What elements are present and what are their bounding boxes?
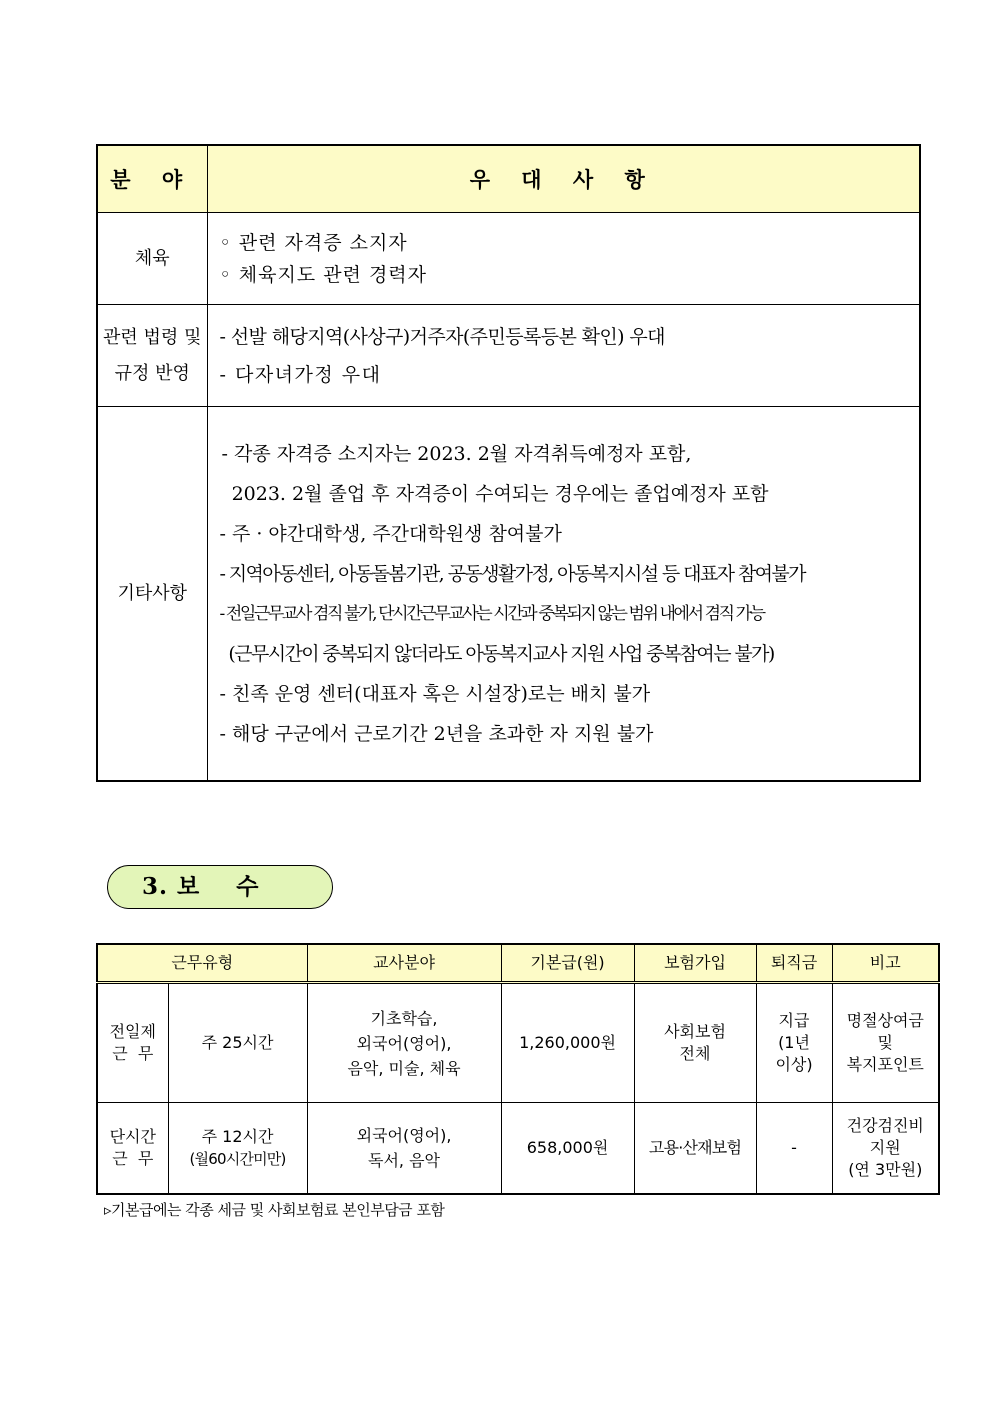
row-category-law xyxy=(97,305,207,407)
detail-line: - 각종 자격증 소지자는 2023. 2월 자격취득예정자 포함, xyxy=(221,442,692,465)
detail-line: - 전일근무교사 겸직 불가, 단시간근무교사는 시간과 중복되지 않는 범위 내에서 겸직 가능 xyxy=(219,603,764,624)
detail-line: - 다자녀가정 우대 xyxy=(219,363,382,386)
work-hours xyxy=(168,1103,307,1195)
work-type xyxy=(97,983,168,1103)
detail-line: - 친족 운영 센터(대표자 혹은 시설장)로는 배치 불가 xyxy=(219,682,651,705)
salary-table xyxy=(96,943,940,1195)
detail-line: - 선발 해당지역(사상구)거주자(주민등록등본 확인) 우대 xyxy=(219,325,665,348)
severance: - xyxy=(756,1103,832,1195)
cell-line: 기초학습, xyxy=(370,1008,438,1028)
work-hours: 주 25시간 xyxy=(168,983,307,1103)
header-insurance: 보험가입 xyxy=(634,944,756,983)
cell-line: 지급 xyxy=(778,1011,810,1030)
work-type xyxy=(97,1103,168,1195)
remarks xyxy=(832,1103,939,1195)
cell-line: 사회보험 xyxy=(664,1022,726,1041)
cell-line: 근 무 xyxy=(112,1044,154,1063)
cell-line: 음악, 미술, 체육 xyxy=(347,1058,461,1078)
teacher-field xyxy=(307,1103,501,1195)
cell-line: 근 무 xyxy=(112,1149,154,1168)
header-severance: 퇴직금 xyxy=(756,944,832,983)
section-title: 3. 보 수 xyxy=(107,865,333,909)
header-note: 비고 xyxy=(832,944,939,983)
row-details-sports xyxy=(207,213,920,305)
footnote: ▹기본급에는 각종 세금 및 사회보험료 본인부담금 포함 xyxy=(104,1201,445,1219)
cell-line: 및 xyxy=(877,1033,893,1052)
cell-line: 단시간 xyxy=(109,1127,156,1146)
cell-line: 외국어(영어), xyxy=(356,1126,452,1145)
cell-line: 전일제 xyxy=(109,1022,156,1041)
row-details-other xyxy=(207,407,920,782)
cell-line: 외국어(영어), xyxy=(356,1033,452,1053)
table-row xyxy=(97,983,939,1103)
detail-line: ◦ 체육지도 관련 경력자 xyxy=(219,263,428,286)
row-category-sports: 체육 xyxy=(97,213,207,305)
severance xyxy=(756,983,832,1103)
preference-table xyxy=(96,144,921,782)
cell-line: 이상) xyxy=(775,1055,813,1074)
cell-line: 복지포인트 xyxy=(846,1055,924,1074)
detail-line: ◦ 관련 자격증 소지자 xyxy=(219,231,408,254)
insurance xyxy=(634,983,756,1103)
cell-line: 독서, 음악 xyxy=(368,1151,441,1170)
category-line: 규정 반영 xyxy=(114,362,190,384)
header-field: 교사분야 xyxy=(307,944,501,983)
base-salary: 658,000원 xyxy=(501,1103,634,1195)
detail-line: - 지역아동센터, 아동돌봄기관, 공동생활가정, 아동복지시설 등 대표자 참여불가 xyxy=(219,562,805,585)
table-row xyxy=(97,1103,939,1195)
detail-line: (근무시간이 중복되지 않더라도 아동복지교사 지원 사업 중복참여는 불가) xyxy=(219,642,774,665)
cell-line: 건강검진비 xyxy=(846,1116,924,1135)
cell-line: 전체 xyxy=(679,1044,711,1063)
row-details-law xyxy=(207,305,920,407)
detail-line: 2023. 2월 졸업 후 자격증이 수여되는 경우에는 졸업예정자 포함 xyxy=(219,482,769,505)
insurance: 고용·산재보험 xyxy=(634,1103,756,1195)
cell-line: 명절상여금 xyxy=(846,1011,924,1030)
detail-line: - 해당 구군에서 근로기간 2년을 초과한 자 지원 불가 xyxy=(219,722,654,745)
detail-line: - 주 · 야간대학생, 주간대학원생 참여불가 xyxy=(219,522,562,545)
cell-line: 주 12시간 xyxy=(201,1127,274,1146)
category-line: 관련 법령 및 xyxy=(103,326,202,348)
base-salary: 1,260,000원 xyxy=(501,983,634,1103)
header-details: 우 대 사 항 xyxy=(207,145,920,213)
row-category-other: 기타사항 xyxy=(97,407,207,782)
remarks xyxy=(832,983,939,1103)
header-work-type: 근무유형 xyxy=(97,944,307,983)
header-salary: 기본급(원) xyxy=(501,944,634,983)
cell-line: (월60시간미만) xyxy=(189,1150,286,1168)
teacher-field xyxy=(307,983,501,1103)
cell-line: (1년 xyxy=(778,1033,810,1052)
header-category: 분 야 xyxy=(97,145,207,213)
cell-line: (연 3만원) xyxy=(848,1160,923,1179)
cell-line: 지원 xyxy=(869,1138,901,1157)
